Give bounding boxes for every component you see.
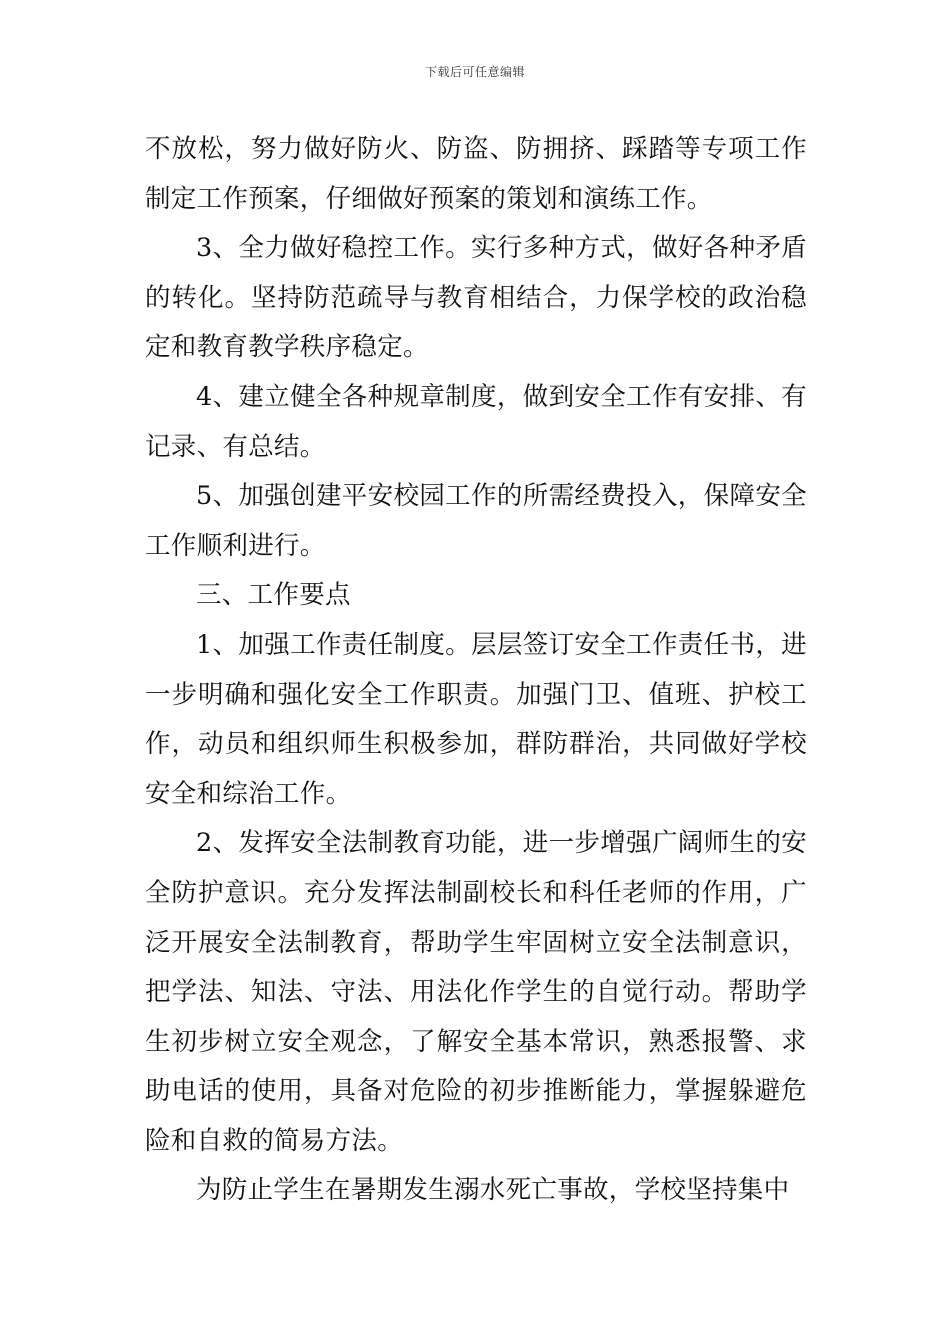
section-heading-work-points: 三、工作要点 — [196, 580, 351, 611]
paragraph-item-5: 5、加强创建平安校园工作的所需经费投入，保障安全工作顺利进行。 — [145, 481, 807, 561]
page-header: 下载后可任意编辑 — [424, 65, 525, 79]
paragraph-point-1: 1、加强工作责任制度。层层签订安全工作责任书，进一步明确和强化安全工作职责。加强门卫、值班、护校工作，动员和组织师生积极参加，群防群治，共同做好学校安全和综治工作。 — [145, 629, 807, 809]
paragraph-point-2: 2、发挥安全法制教育功能，进一步增强广阔师生的安全防护意识。充分发挥法制副校长和科任老师的作用，广泛开展安全法制教育，帮助学生牢固树立安全法制意识，把学法、知法、守法、用法化作学生的自觉行动。帮助学生初步树立安全观念，了解安全基本常识，熟悉报警、求助电话的使用，具备对危险的初步推断能力，掌握躲避危险和自救的简易方法。 — [145, 828, 807, 1156]
paragraph-continuation: 不放松，努力做好防火、防盗、防拥挤、踩踏等专项工作制定工作预案，仔细做好预案的策划和演练工作。 — [145, 134, 807, 214]
paragraph-item-4: 4、建立健全各种规章制度，做到安全工作有安排、有记录、有总结。 — [145, 381, 807, 462]
paragraph-drowning-prevention: 为防止学生在暑期发生溺水死亡事故，学校坚持集中 — [196, 1175, 790, 1206]
paragraph-item-3: 3、全力做好稳控工作。实行多种方式，做好各种矛盾的转化。坚持防范疏导与教育相结合，力保学校的政治稳定和教育教学秩序稳定。 — [145, 233, 807, 363]
document-body — [145, 125, 807, 1216]
